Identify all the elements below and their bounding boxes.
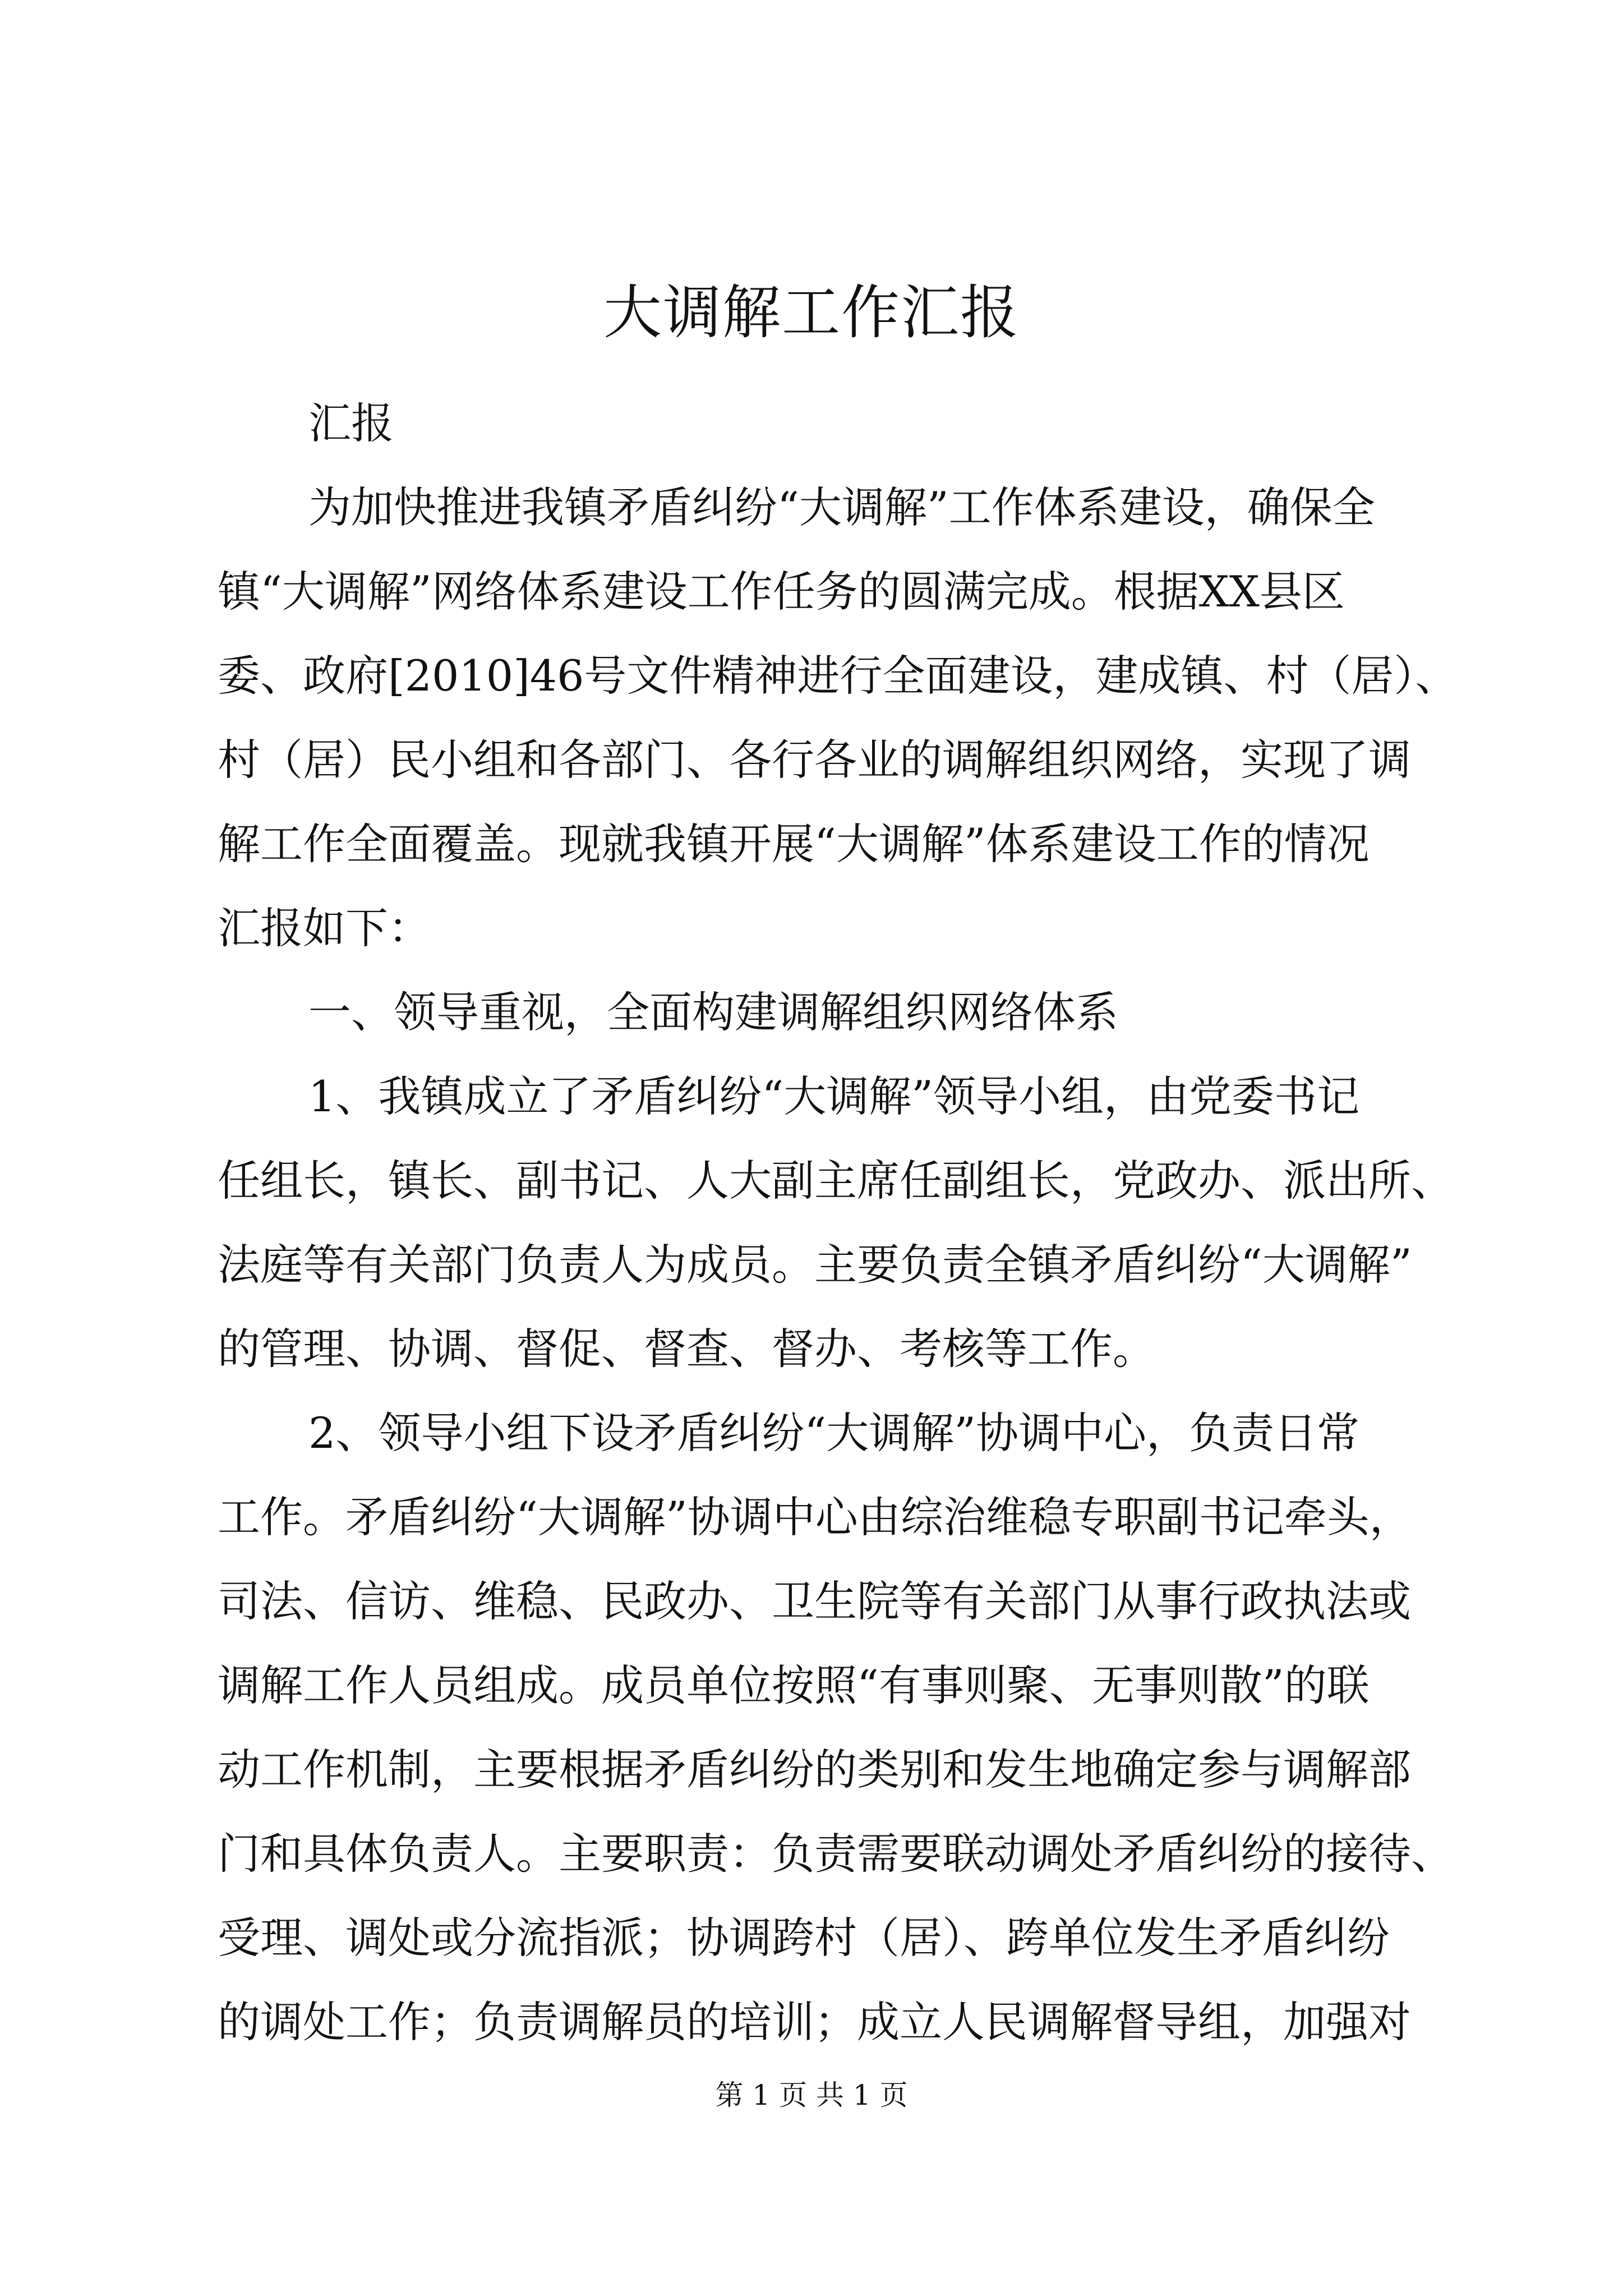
section-heading: 一、领导重视，全面构建调解组织网络体系	[308, 987, 1118, 1037]
paragraph-line: 1、我镇成立了矛盾纠纷“大调解”领导小组，由党委书记	[308, 1071, 1360, 1121]
paragraph-line: 解工作全面覆盖。现就我镇开展“大调解”体系建设工作的情况	[218, 819, 1370, 869]
paragraph-line: 汇报如下：	[218, 903, 431, 953]
paragraph-line: 司法、信访、维稳、民政办、卫生院等有关部门从事行政执法或	[218, 1576, 1411, 1626]
paragraph-line: 工作。矛盾纠纷“大调解”协调中心由综治维稳专职副书记牵头，	[218, 1492, 1412, 1542]
page-footer: 第 1 页 共 1 页	[715, 2079, 908, 2111]
paragraph-line: 的管理、协调、督促、督查、督办、考核等工作。	[218, 1324, 1155, 1374]
document-body	[218, 381, 1468, 2064]
paragraph-line: 为加快推进我镇矛盾纠纷“大调解”工作体系建设，确保全	[308, 482, 1375, 532]
paragraph-line: 镇“大调解”网络体系建设工作任务的圆满完成。根据XX县区	[218, 567, 1345, 616]
paragraph-line: 动工作机制，主要根据矛盾纠纷的类别和发生地确定参与调解部	[218, 1745, 1411, 1795]
paragraph-line: 调解工作人员组成。成员单位按照“有事则聚、无事则散”的联	[218, 1660, 1370, 1710]
paragraph-line: 汇报	[308, 398, 394, 448]
paragraph-line: 的调处工作；负责调解员的培训；成立人民调解督导组，加强对	[218, 1997, 1411, 2047]
paragraph-line: 村（居）民小组和各部门、各行各业的调解组织网络，实现了调	[218, 735, 1411, 785]
paragraph-line: 法庭等有关部门负责人为成员。主要负责全镇矛盾纠纷“大调解”	[218, 1240, 1412, 1290]
paragraph-line: 2、领导小组下设矛盾纠纷“大调解”协调中心，负责日常	[308, 1408, 1360, 1458]
paragraph-line: 受理、调处或分流指派；协调跨村（居）、跨单位发生矛盾纠纷	[218, 1913, 1390, 1963]
paragraph-line: 门和具体负责人。主要职责：负责需要联动调处矛盾纠纷的接待、	[218, 1829, 1454, 1879]
paragraph-line: 任组长，镇长、副书记、人大副主席任副组长，党政办、派出所、	[218, 1156, 1454, 1205]
paragraph-line: 委、政府[2010]46号文件精神进行全面建设，建成镇、村（居）、	[218, 651, 1458, 701]
document-title: 大调解工作汇报	[603, 278, 1020, 347]
